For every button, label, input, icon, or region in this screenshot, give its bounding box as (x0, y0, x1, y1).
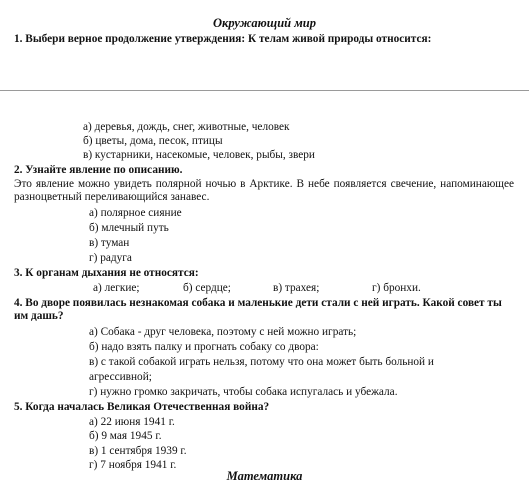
q4-option-c-continued: агрессивной; (89, 371, 152, 383)
q3-option-d: г) бронхи. (372, 282, 421, 294)
next-section-heading: Математика (226, 469, 303, 483)
q2-option-c: в) туман (89, 237, 130, 249)
q4-option-a: а) Собака - друг человека, поэтому с ней можно играть; (89, 326, 357, 338)
divider (0, 90, 529, 91)
q3-option-a: а) легкие; (93, 282, 140, 294)
q4-option-d: г) нужно громко закричать, чтобы собака испугалась и убежала. (89, 386, 398, 398)
q2-option-a: а) полярное сияние (89, 207, 182, 219)
q1-option-a: а) деревья, дождь, снег, животные, человек (83, 121, 290, 133)
q1-option-b: б) цветы, дома, песок, птицы (83, 135, 223, 147)
q4-option-b: б) надо взять палку и прогнать собаку со двора: (89, 341, 319, 353)
q5-option-c: в) 1 сентября 1939 г. (89, 445, 187, 457)
worksheet-title: Окружающий мир (212, 16, 316, 30)
question-5: 5. Когда началась Великая Отечественная война? (14, 401, 270, 413)
question-3: 3. К органам дыхания не относятся: (14, 267, 199, 279)
q3-option-c: в) трахея; (273, 282, 320, 294)
question-2: 2. Узнайте явление по описанию. (14, 164, 183, 176)
q5-option-a: а) 22 июня 1941 г. (89, 416, 175, 428)
q5-option-d: г) 7 ноября 1941 г. (89, 459, 177, 471)
q1-option-c: в) кустарники, насекомые, человек, рыбы, звери (83, 149, 315, 161)
q2-option-d: г) радуга (89, 252, 132, 264)
q5-option-b: б) 9 мая 1945 г. (89, 430, 162, 442)
q2-description: Это явление можно увидеть полярной ночью в Арктике. В небе появляется свечение, напоминающее разноцветный переливающийся занавес. (14, 178, 514, 203)
question-4: 4. Во дворе появилась незнакомая собака и маленькие дети стали с ней играть. Какой совет ты им дашь? (14, 297, 502, 322)
q2-option-b: б) млечный путь (89, 222, 169, 234)
q3-option-b: б) сердце; (183, 282, 231, 294)
question-1: 1. Выбери верное продолжение утверждения: К телам живой природы относится: (14, 33, 432, 45)
q4-option-c: в) с такой собакой играть нельзя, потому что она может быть больной и (89, 356, 434, 368)
